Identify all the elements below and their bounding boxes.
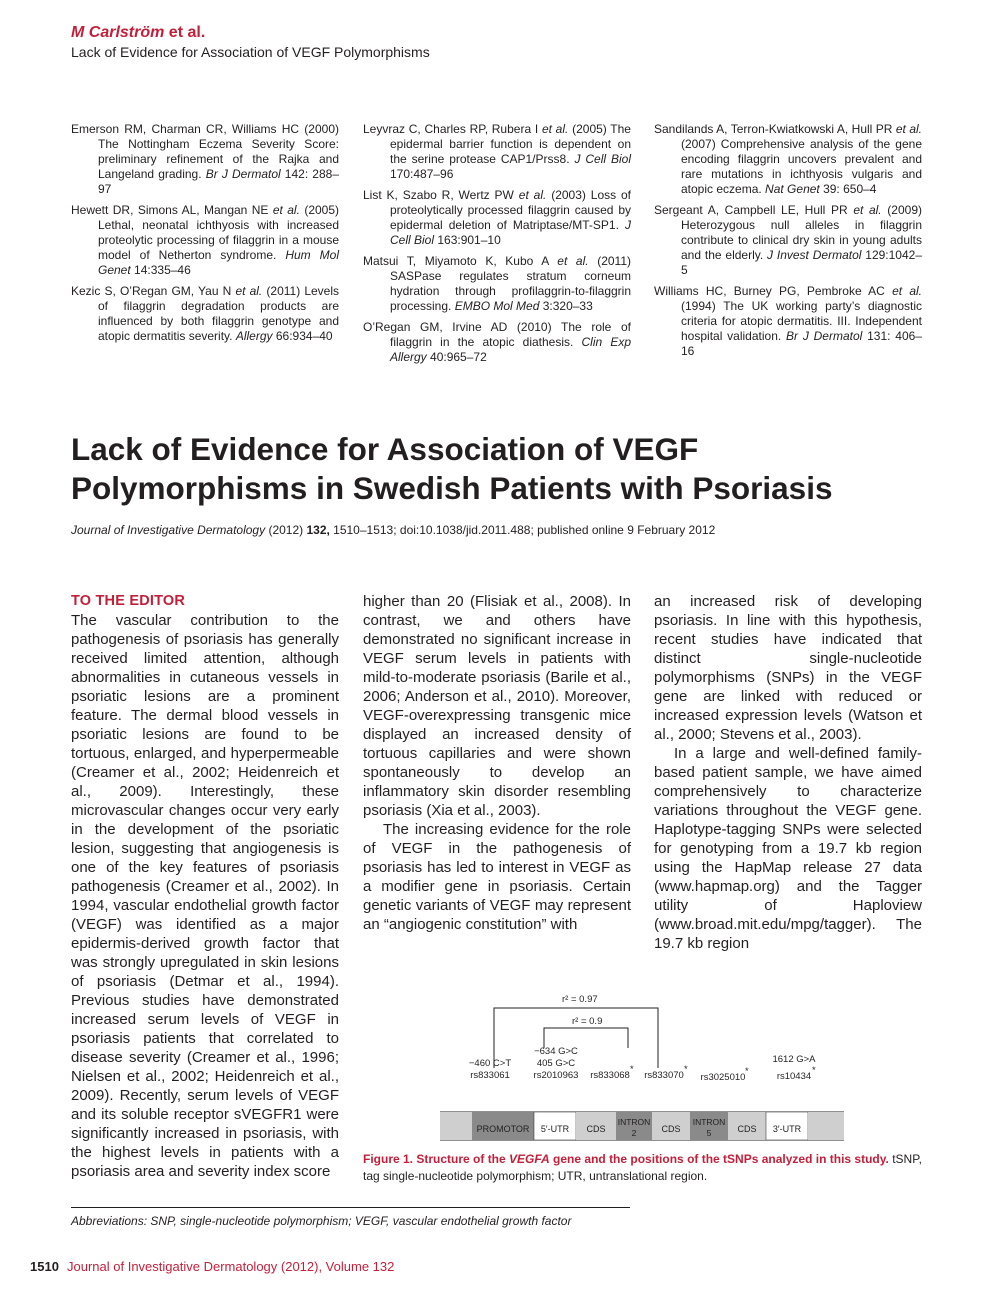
reference-item: Kezic S, O’Regan GM, Yau N et al. (2011) Levels of filaggrin degradation products are influenced by both filaggrin genotype and atopic dermatitis severity. Allergy 66:934–40 [71, 284, 340, 343]
r2-inner-label: r² = 0.9 [572, 1016, 603, 1027]
snp-allele: −634 G>C [534, 1046, 578, 1057]
article-title: Lack of Evidence for Association of VEGF Polymorphisms in Swedish Patients with Psoriasis [71, 431, 833, 506]
section-heading: TO THE EDITOR [71, 593, 186, 609]
paragraph: The vascular contribution to the pathogenesis of psoriasis has generally received limited attention, although abnormalities in cutaneous vessels in psoriatic lesions are a prominent feature. The dermal blood vessels in psoriatic lesions are found to be tortuous, enlarged, and hyperpermeable (Creamer et al., 2002; Heidenreich et al., 2009). Interestingly, these microvascular changes occur very early in the development of the psoriatic lesion, suggesting that angiogenesis is one of the key features of psoriasis pathogenesis (Creamer et al., 2002). In 1994, vascular endothelial growth factor (VEGF) was identified as a major epidermis-derived growth factor that was strongly upregulated in skin lesions of psoriasis (Detmar et al., 1994). Previous studies have demonstrated increased serum levels of VEGF in psoriasis patients that correlated to disease severity (Creamer et al., 1996; Nielsen et al., 2002; Heidenreich et al., 2009). Recently, serum levels of VEGF and its soluble receptor sVEGFR1 were significantly increased in psoriasis, with the highest levels in patients with a psoriasis area and severity index score [71, 612, 339, 1180]
snp-id: rs833070 [644, 1070, 684, 1081]
snp-id: rs833061 [470, 1070, 510, 1081]
reference-item: Hewett DR, Simons AL, Mangan NE et al. (2005) Lethal, neonatal ichthyosis with increased proteolytic processing of filaggrin in a mouse model of Netherton syndrome. Hum Mol Genet 14:335–46 [71, 203, 340, 277]
reference-item: Sandilands A, Terron-Kwiatkowski A, Hull PR et al. (2007) Comprehensive analysis of the gene encoding filaggrin uncovers prevalent and rare mutations in ichthyosis vulgaris and atopic eczema. Nat Genet 39: 650–4 [654, 122, 922, 196]
footer-journal: Journal of Investigative Dermatology (2012), Volume 132 [67, 1259, 395, 1274]
snp-id: rs833068 [590, 1070, 630, 1081]
segment-label: 3′-UTR [772, 1124, 802, 1134]
body-column-3 [654, 592, 922, 953]
figure-1-caption: Figure 1. Structure of the VEGFA gene and the positions of the tSNPs analyzed in this study. tSNP, tag single-nucleotide polymorphism; UTR, untranslational region. [363, 1152, 923, 1183]
segment-label: CDS [737, 1124, 757, 1134]
paragraph: higher than 20 (Flisiak et al., 2008). In contrast, we and others have demonstrated no significant increase in VEGF serum levels in patients with mild-to-moderate psoriasis (Barile et al., 2006; Anderson et al., 2010). Moreover, VEGF-overexpressing transgenic mice displayed an increased density of tortuous capillaries and were shown spontaneously to develop an inflammatory skin disorder resembling psoriasis (Xia et al., 2003). [363, 593, 631, 819]
snp-allele: 405 G>C [536, 1058, 576, 1069]
reference-item: O’Regan GM, Irvine AD (2010) The role of filaggrin in the atopic diathesis. Clin Exp Allergy 40:965–72 [363, 320, 631, 364]
segment-label: CDS [586, 1124, 606, 1134]
running-header-author: M Carlström et al. [71, 24, 206, 41]
body-column-1 [71, 592, 339, 1181]
snp-id: rs3025010 [700, 1072, 746, 1083]
references-column-1 [71, 122, 339, 350]
references-column-2 [363, 122, 631, 371]
upstream-region [440, 1112, 472, 1140]
intron-5-label: INTRON [692, 1117, 726, 1127]
snp-id: rs2010963 [533, 1070, 579, 1081]
intron-number: 2 [631, 1128, 637, 1138]
article-citation: Journal of Investigative Dermatology (2012) 132, 1510–1513; doi:10.1038/jid.2011.488; published online 9 February 2012 [71, 523, 716, 537]
segment-label: CDS [661, 1124, 681, 1134]
snp-star: * [684, 1064, 688, 1075]
body-column-2 [363, 592, 631, 934]
downstream-region [808, 1112, 844, 1140]
r2-outer-label: r² = 0.97 [562, 994, 598, 1005]
intron-2-label: INTRON [617, 1117, 651, 1127]
reference-item: Matsui T, Miyamoto K, Kubo A et al. (2011) SASPase regulates stratum corneum hydration through profilaggrin-to-filaggrin processing. EMBO Mol Med 3:320–33 [363, 254, 631, 313]
snp-allele: −460 C>T [468, 1058, 512, 1069]
snp-star: * [745, 1066, 749, 1077]
page-number: 1510 [30, 1259, 59, 1274]
ld-bracket-inner [544, 1028, 628, 1048]
running-header-title: Lack of Evidence for Association of VEGF Polymorphisms [71, 44, 430, 60]
snp-star: * [630, 1064, 634, 1075]
snp-id: rs10434 [776, 1071, 812, 1082]
reference-item: Sergeant A, Campbell LE, Hull PR et al. (2009) Heterozygous null alleles in filaggrin contribute to clinical dry skin in young adults and the elderly. J Invest Dermatol 129:1042–5 [654, 203, 922, 277]
paragraph: The increasing evidence for the role of VEGF in the pathogenesis of psoriasis has led to interest in VEGF as a modifier gene in psoriasis. Certain genetic variants of VEGF may represent an “angiogenic constitution” with [363, 821, 631, 933]
references-column-3 [654, 122, 922, 365]
paragraph: an increased risk of developing psoriasis. In line with this hypothesis, recent studies have indicated that distinct single-nucleotide polymorphisms (SNPs) in the VEGF gene are linked with reduced or increased expression levels (Watson et al., 2000; Stevens et al., 2003). [654, 593, 922, 743]
snp-allele: 1612 G>A [772, 1054, 816, 1065]
reference-item: Emerson RM, Charman CR, Williams HC (2000) The Nottingham Eczema Severity Score: preliminary refinement of the Rajka and Langeland grading. Br J Dermatol 142: 288–97 [71, 122, 339, 196]
snp-star: * [812, 1065, 816, 1076]
footnote-divider [71, 1207, 630, 1208]
segment-label: 5′-UTR [540, 1124, 570, 1134]
reference-item: Leyvraz C, Charles RP, Rubera I et al. (2005) The epidermal barrier function is dependent on the serine protease CAP1/Prss8. J Cell Biol 170:487–96 [363, 122, 632, 181]
reference-item: Williams HC, Burney PG, Pembroke AC et al. (1994) The UK working party’s diagnostic criteria for atopic dermatitis. III. Independent hospital validation. Br J Dermatol 131: 406–16 [654, 284, 923, 358]
intron-number: 5 [706, 1128, 712, 1138]
reference-item: List K, Szabo R, Wertz PW et al. (2003) Loss of proteolytically processed filaggrin caused by epidermal deletion of Matriptase/MT-SP1. J Cell Biol 163:901–10 [363, 188, 632, 247]
figure-1-gene-diagram [430, 988, 850, 1144]
segment-label: PROMOTOR [476, 1124, 530, 1134]
paragraph: In a large and well-defined family-based patient sample, we have aimed comprehensively to characterize variations throughout the VEGF gene. Haplotype-tagging SNPs were selected for genotyping from a 19.7 kb region using the HapMap release 27 data (www.hapmap.org) and the Tagger utility of Haploview (www.broad.mit.edu/mpg/tagger). The 19.7 kb region [654, 745, 922, 952]
abbreviations-footnote: Abbreviations: SNP, single-nucleotide polymorphism; VEGF, vascular endothelial growth factor [71, 1214, 572, 1228]
